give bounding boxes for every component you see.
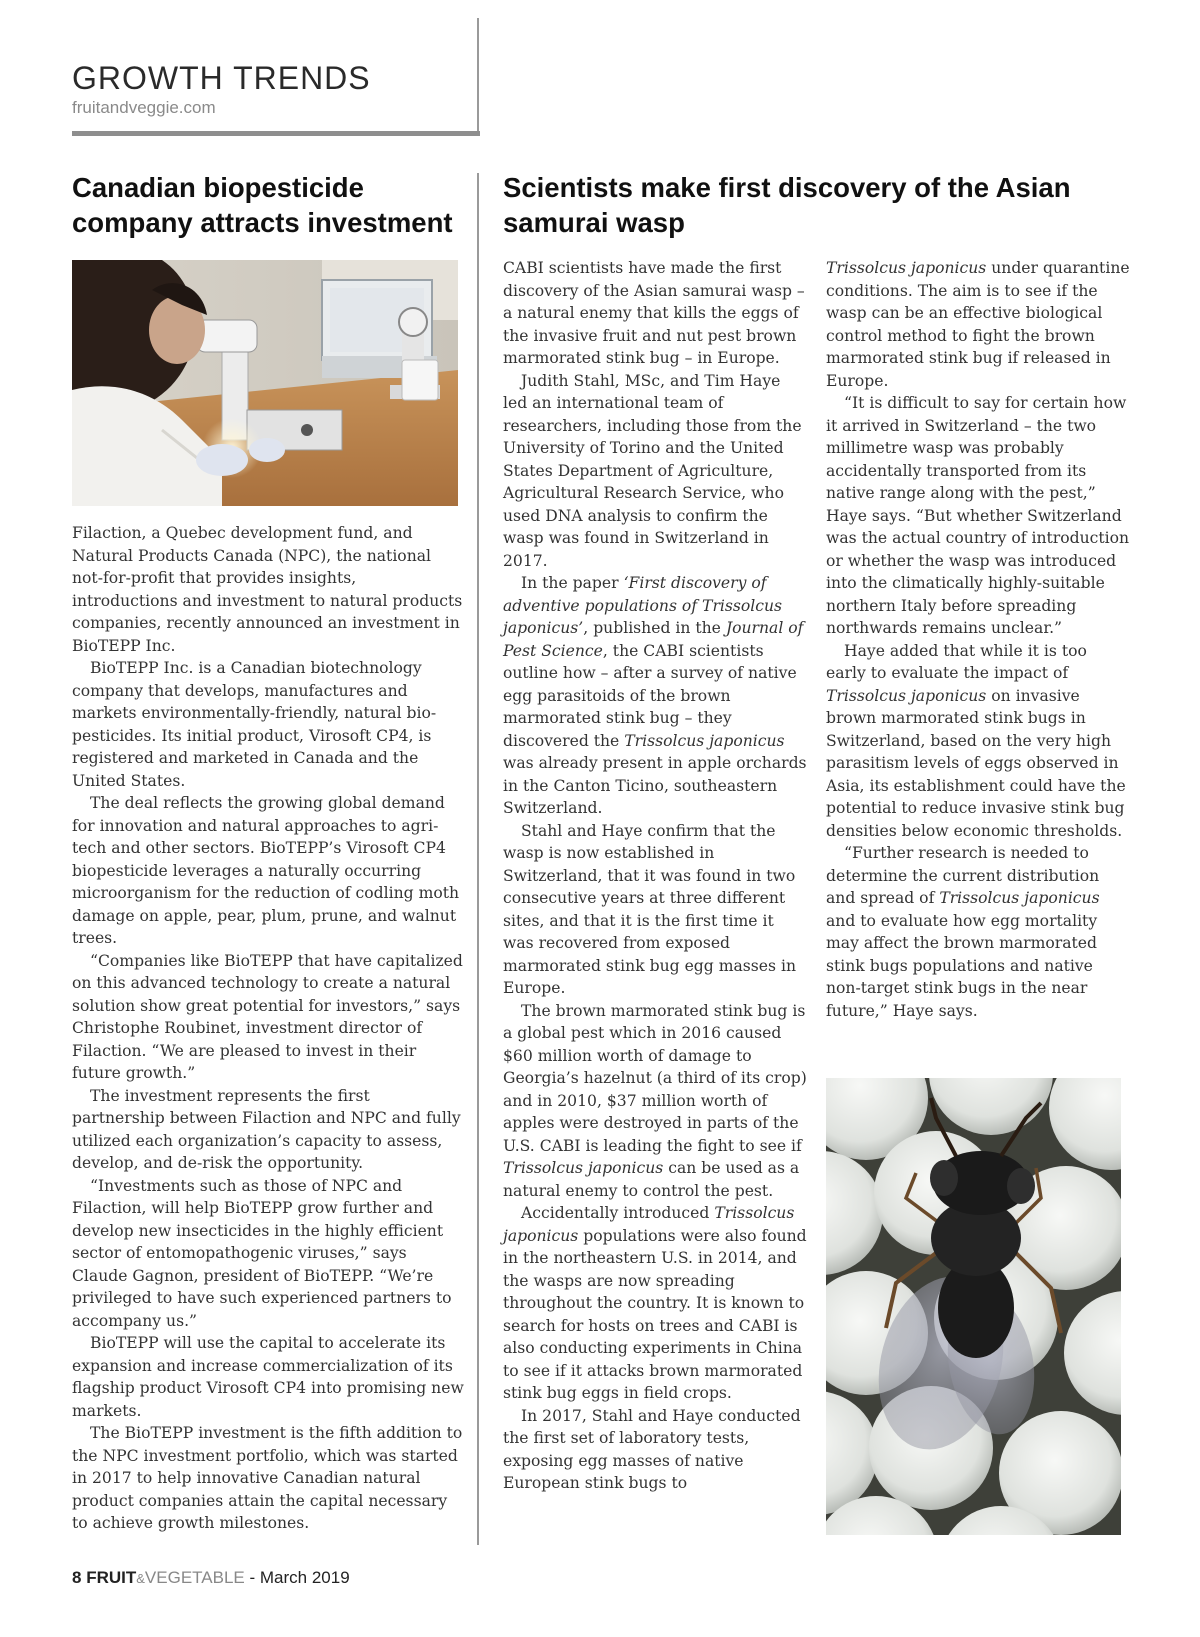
header-rule bbox=[72, 131, 480, 136]
left-article-headline: Canadian biopesticide company attracts investment bbox=[72, 172, 453, 238]
species-name: Trissolcus japonicus bbox=[503, 1204, 795, 1245]
species-name: Trissolcus japonicus bbox=[503, 1159, 664, 1177]
section-header bbox=[72, 62, 371, 118]
species-name: Trissolcus japonicus bbox=[939, 889, 1100, 907]
paragraph: Judith Stahl, MSc, and Tim Haye led an international team of researchers, including those from the University of Torino and the United States Department of Agriculture, Agricultural Research Service, who used DNA analysis to confirm the wasp was found in Switzerland in 2017. bbox=[503, 371, 802, 570]
paragraph: The investment represents the first partnership between Filaction and NPC and fully utilized each organization’s capacity to assess, develop, and de-risk the opportunity. bbox=[72, 1086, 461, 1172]
paragraph bbox=[503, 1202, 808, 1405]
magazine-name-amp: & bbox=[136, 1571, 145, 1586]
text-run: and to evaluate how egg mortality may affect the brown marmorated stink bugs populations and native non-target stink bugs in the near future,” Haye says. bbox=[826, 911, 1098, 1020]
paragraph bbox=[503, 1000, 808, 1203]
header-vertical-rule bbox=[477, 18, 479, 136]
paragraph: “Investments such as those of NPC and Filaction, will help BioTEPP grow further and develop new insecticides in the highly efficient sector of entomopathogenic viruses,” says Claude Gagnon, president of BioTEPP. “We’re privileged to have such experienced partners to accompany us.” bbox=[72, 1176, 452, 1330]
text-run: , the CABI scientists outline how – after a survey of native egg parasitoids of the brown marmorated stink bug – they discovered the bbox=[503, 641, 797, 750]
paragraph bbox=[826, 257, 1131, 392]
paragraph: BioTEPP Inc. is a Canadian biotechnology company that develops, manufactures and markets environmentally-friendly, natural bio-pesticides. Its initial product, Virosoft CP4, is registered and marketed in Canada and the United States. bbox=[72, 659, 437, 790]
paragraph: Filaction, a Quebec development fund, and Natural Products Canada (NPC), the national not-for-profit that provides insights, introductions and investment to natural products companies, recently announced an investment in BioTEPP Inc. bbox=[72, 524, 463, 655]
magazine-name-vegetable: VEGETABLE bbox=[144, 1568, 245, 1587]
issue-date: - March 2019 bbox=[244, 1568, 350, 1587]
text-run: can be used as a natural enemy to control the pest. bbox=[503, 1159, 800, 1200]
right-article-column-1 bbox=[503, 257, 808, 1495]
paragraph: CABI scientists have made the first discovery of the Asian samurai wasp – a natural enemy that kills the eggs of the invasive fruit and nut pest brown marmorated stink bug – in Europe. bbox=[503, 259, 805, 367]
paragraph: The deal reflects the growing global demand for innovation and natural approaches to agri-tech and other sectors. BioTEPP’s Virosoft CP4 biopesticide leverages a naturally occurring microorganism for the reduction of codling moth damage on apple, pear, plum, prune, and walnut trees. bbox=[72, 794, 460, 947]
paragraph bbox=[826, 640, 1131, 843]
text-run: was already present in apple orchards in the Canton Ticino, southeastern Switzerland. bbox=[503, 754, 807, 817]
website-link[interactable]: fruitandveggie.com bbox=[72, 98, 216, 117]
left-article-body bbox=[72, 522, 464, 1535]
magazine-name-fruit: FRUIT bbox=[86, 1568, 137, 1587]
species-name: Trissolcus japonicus bbox=[826, 259, 987, 277]
paragraph: BioTEPP will use the capital to accelerate its expansion and increase commercialization of its flagship product Virosoft CP4 into promising new markets. bbox=[72, 1334, 464, 1420]
species-name: Trissolcus japonicus bbox=[624, 731, 785, 750]
species-name: Trissolcus japonicus bbox=[826, 686, 987, 705]
paragraph bbox=[503, 572, 808, 820]
text-run: “Further research is needed to determine the current distribution and spread of bbox=[826, 844, 1100, 907]
samurai-wasp-photo bbox=[826, 1078, 1121, 1535]
text-run: populations were also found in the northeastern U.S. in 2014, and the wasps are now spreading throughout the country. It is known to search for hosts on trees and CABI is also conducting experiments in China to see if it attacks brown marmorated stink bug eggs in field crops. bbox=[503, 1226, 807, 1402]
journal-name: Journal of Pest Science bbox=[503, 619, 804, 660]
paper-title: ‘First discovery of adventive populations of Trissolcus japonicus’ bbox=[503, 574, 783, 637]
text-run: The brown marmorated stink bug is a global pest which in 2016 caused $60 million worth of damage to Georgia’s hazelnut (a third of its crop) and in 2010, $37 million worth of apples were destroyed in parts of the U.S. CABI is leading the fight to see if bbox=[503, 1001, 807, 1155]
paragraph: The BioTEPP investment is the fifth addition to the NPC investment portfolio, which was started in 2017 to help innovative Canadian natural product companies attain the capital necessary to achieve growth milestones. bbox=[72, 1424, 463, 1532]
paragraph: “Companies like BioTEPP that have capitalized on this advanced technology to create a natural solution show great potential for investors,” says Christophe Roubinet, investment director of Filaction. “We are pleased to invest in their future growth.” bbox=[72, 951, 463, 1082]
paragraph bbox=[826, 842, 1131, 1022]
text-run: , published in the bbox=[583, 619, 726, 637]
section-title: GROWTH TRENDS bbox=[72, 60, 371, 96]
column-divider bbox=[477, 173, 479, 1545]
paragraph: Stahl and Haye confirm that the wasp is now established in Switzerland, that it was found in two consecutive years at three different sites, and that it is the first time it was recovered from exposed marmorated stink bug egg masses in Europe. bbox=[503, 821, 797, 997]
text-run: In the paper bbox=[521, 574, 624, 592]
paragraph: “It is difficult to say for certain how it arrived in Switzerland – the two millimetre wasp was probably accidentally transported from its native range along with the pest,” Haye says. “But whether Switzerland was the actual country of introduction or whether the wasp was introduced into the climatically highly-suitable northern Italy before spreading northwards remains unclear.” bbox=[826, 394, 1130, 637]
paragraph: In 2017, Stahl and Haye conducted the first set of laboratory tests, exposing egg masses of native European stink bugs to bbox=[503, 1406, 801, 1492]
text-run: on invasive brown marmorated stink bugs in Switzerland, based on the very high parasitism levels of eggs observed in Asia, its establishment could have the potential to reduce invasive stink bug densities below economic thresholds. bbox=[826, 686, 1126, 840]
lab-microscope-photo bbox=[72, 260, 458, 506]
page-number: 8 bbox=[72, 1568, 82, 1587]
text-run: under quarantine conditions. The aim is to see if the wasp can be an effective biological control method to fight the brown marmorated stink bug if released in Europe. bbox=[826, 259, 1130, 390]
page-footer bbox=[72, 1568, 350, 1588]
text-run: Haye added that while it is too early to evaluate the impact of bbox=[826, 641, 1087, 682]
text-run: Accidentally introduced bbox=[521, 1204, 715, 1222]
right-article-column-2 bbox=[826, 257, 1131, 1022]
right-article-headline: Scientists make first discovery of the Asian samurai wasp bbox=[503, 172, 1071, 238]
